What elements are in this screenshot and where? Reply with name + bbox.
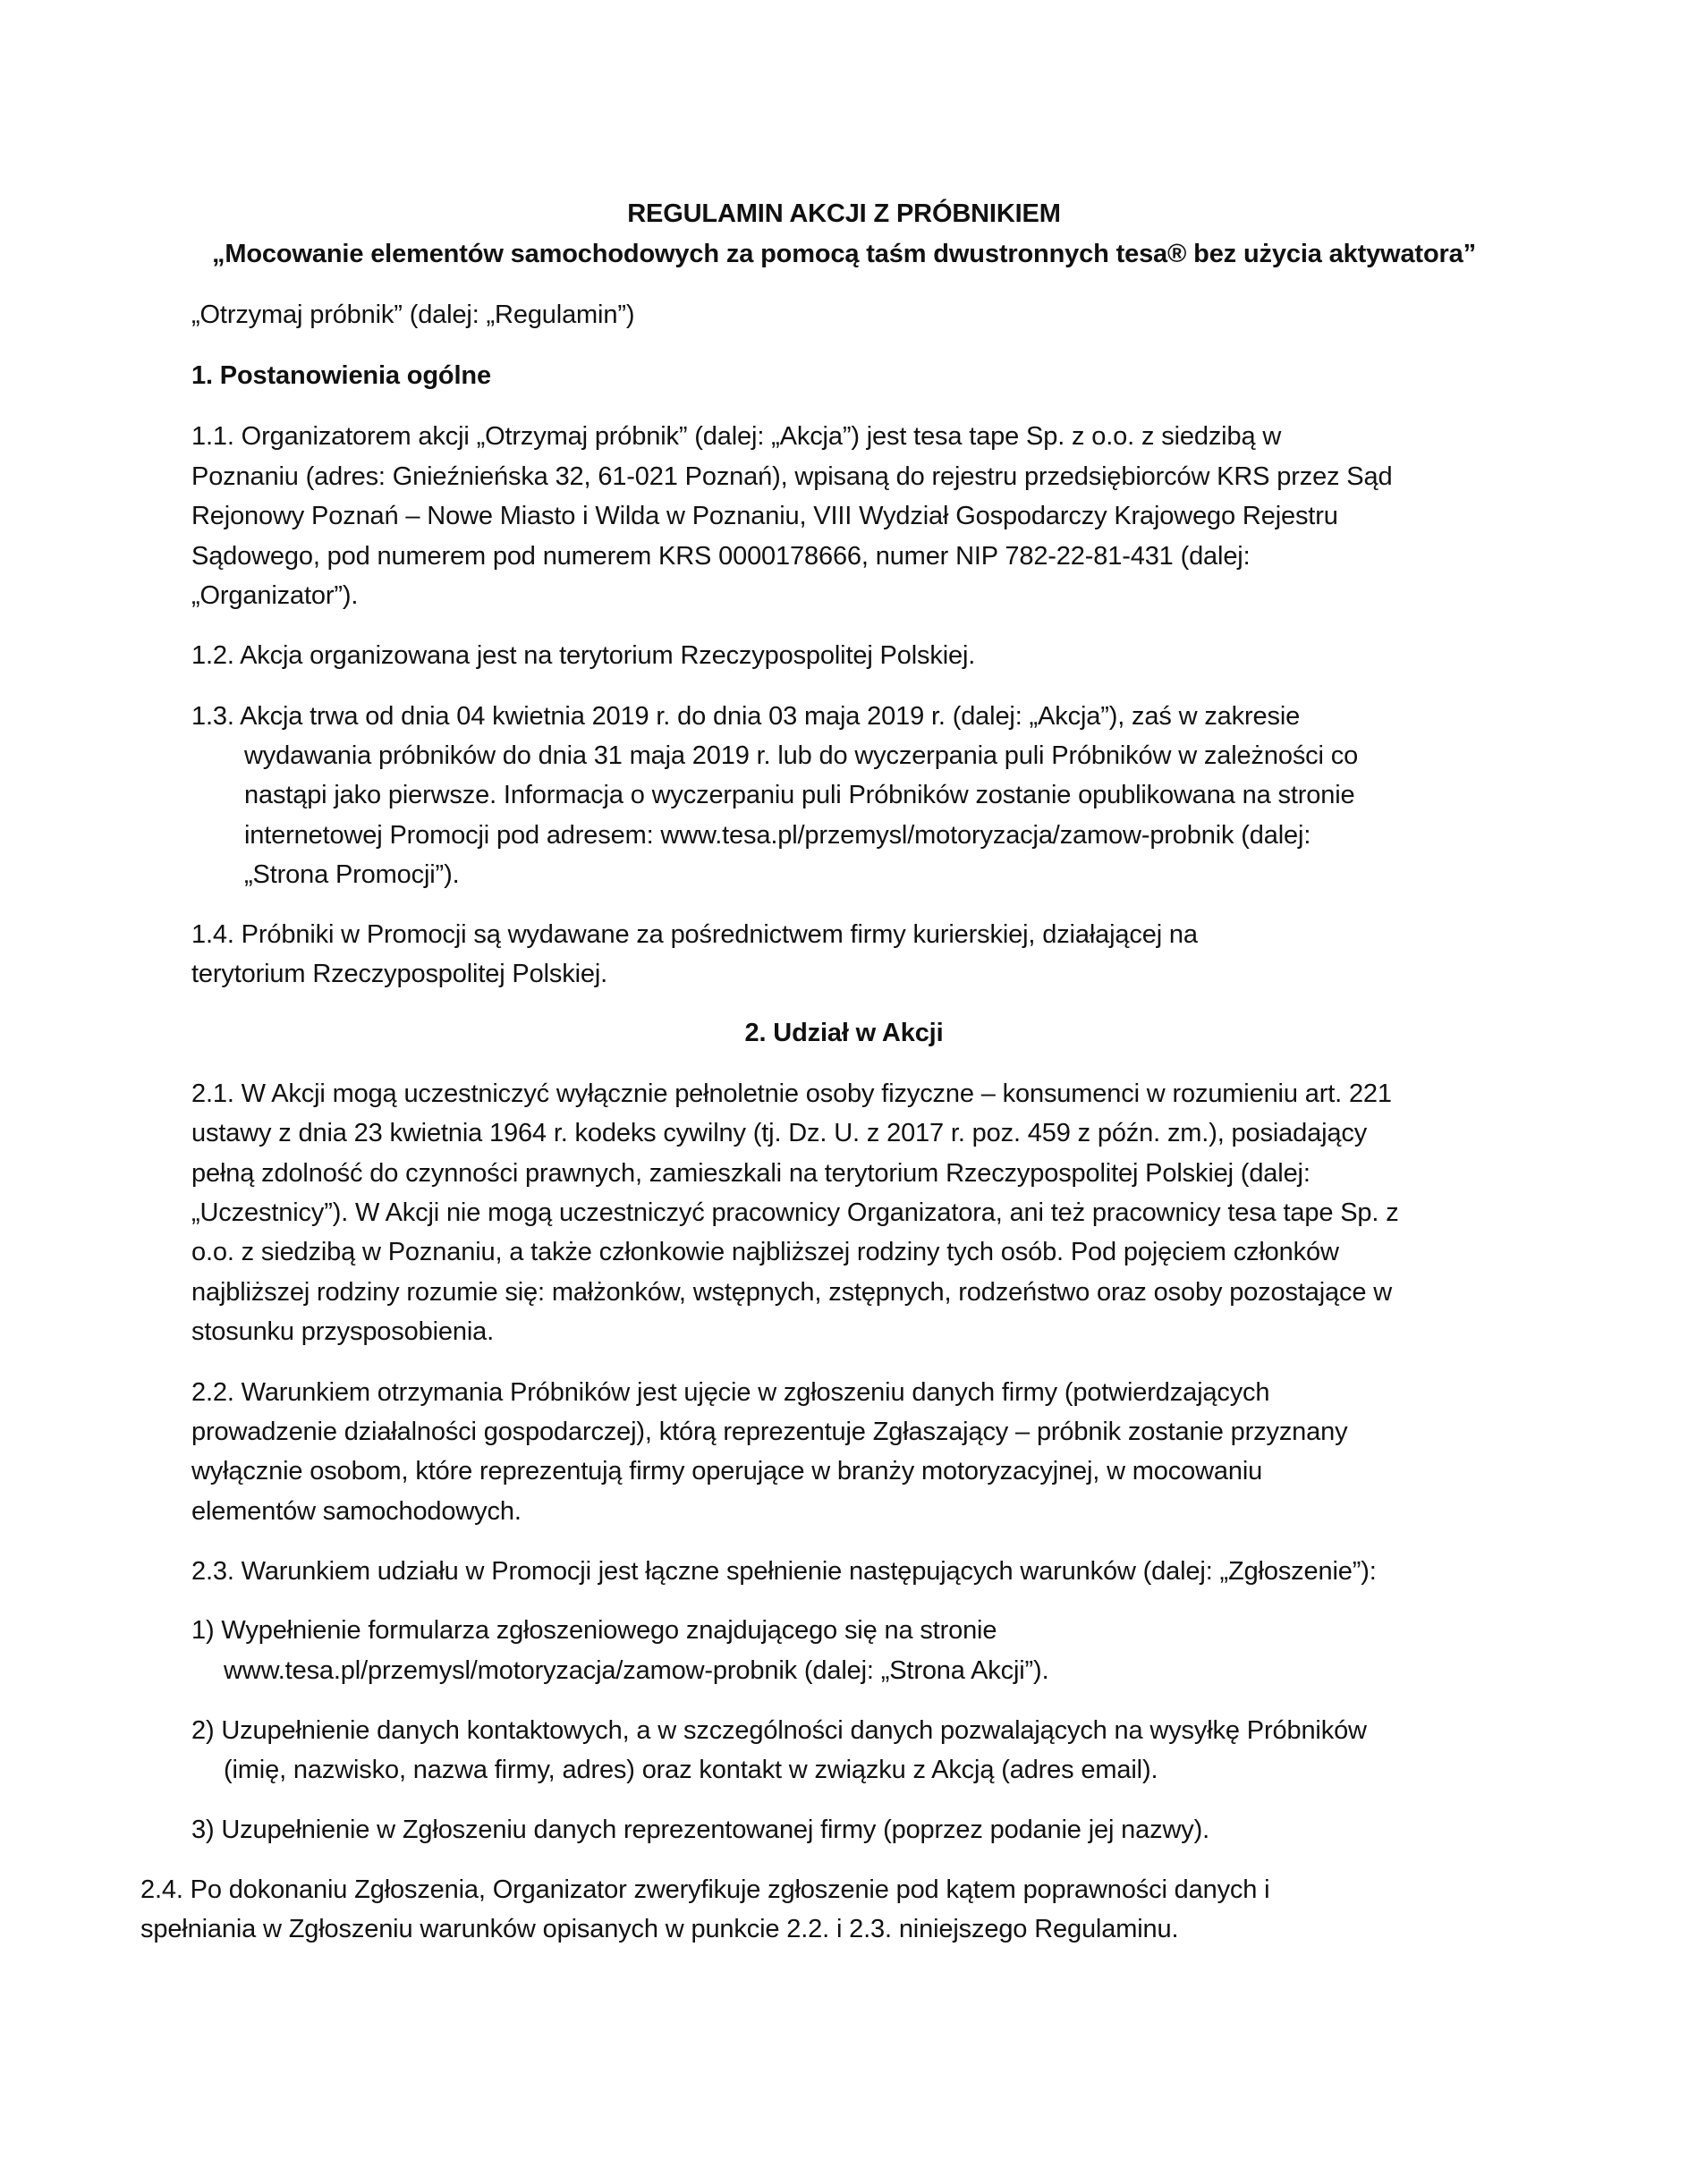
paragraph-1-3-line: wydawania próbników do dnia 31 maja 2019 r. lub do wyczerpania puli Próbników w zależności co [244, 741, 1359, 770]
paragraph-2-2-line: prowadzenie działalności gospodarczej), którą reprezentuje Zgłaszający – próbnik zostanie przyznany [191, 1418, 1348, 1446]
paragraph-1-3-line: internetowej Promocji pod adresem: www.tesa.pl/przemysl/motoryzacja/zamow-probnik (dalej: [244, 821, 1311, 850]
paragraph-2-3: 2.3. Warunkiem udziału w Promocji jest łączne spełnienie następujących warunków (dalej: „Zgłoszenie”): [191, 1557, 1377, 1586]
section-1-heading: 1. Postanowienia ogólne [191, 361, 491, 390]
document-title: REGULAMIN AKCJI Z PRÓBNIKIEM [627, 199, 1061, 228]
paragraph-1-1-line: 1.1. Organizatorem akcji „Otrzymaj próbnik” (dalej: „Akcja”) jest tesa tape Sp. z o.o. z siedzibą w [191, 422, 1282, 451]
list-item-1-line: www.tesa.pl/przemysl/motoryzacja/zamow-probnik (dalej: „Strona Akcji”). [224, 1656, 1049, 1685]
document-intro: „Otrzymaj próbnik” (dalej: „Regulamin”) [191, 301, 635, 329]
list-item-2-line: (imię, nazwisko, nazwa firmy, adres) oraz kontakt w związku z Akcją (adres email). [224, 1756, 1158, 1784]
paragraph-2-1-line: pełną zdolność do czynności prawnych, zamieszkali na terytorium Rzeczypospolitej Polskiej (dalej: [191, 1159, 1311, 1188]
paragraph-1-1-line: Rejonowy Poznań – Nowe Miasto i Wilda w Poznaniu, VIII Wydział Gospodarczy Krajowego Rejestru [191, 502, 1338, 530]
paragraph-1-3-line: nastąpi jako pierwsze. Informacja o wyczerpaniu puli Próbników zostanie opublikowana na stronie [244, 781, 1355, 809]
paragraph-2-1-line: o.o. z siedzibą w Poznaniu, a także członkowie najbliższej rodziny tych osób. Pod pojęciem członków [191, 1238, 1339, 1266]
paragraph-1-2: 1.2. Akcja organizowana jest na terytorium Rzeczypospolitej Polskiej. [191, 641, 976, 670]
paragraph-1-3-line: „Strona Promocji”). [244, 860, 460, 889]
paragraph-1-3-line: 1.3. Akcja trwa od dnia 04 kwietnia 2019 r. do dnia 03 maja 2019 r. (dalej: „Akcja”), zaś w zakresie [191, 702, 1301, 731]
list-item-3: 3) Uzupełnienie w Zgłoszeniu danych reprezentowanej firmy (poprzez podanie jej nazwy). [191, 1816, 1210, 1844]
paragraph-2-1-line: ustawy z dnia 23 kwietnia 1964 r. kodeks cywilny (tj. Dz. U. z 2017 r. poz. 459 z późn. zm.), posiadający [191, 1119, 1368, 1147]
paragraph-2-1-line: 2.1. W Akcji mogą uczestniczyć wyłącznie pełnoletnie osoby fizyczne – konsumenci w rozumieniu art. 221 [191, 1079, 1392, 1108]
paragraph-2-4-line: 2.4. Po dokonaniu Zgłoszenia, Organizator zweryfikuje zgłoszenie pod kątem poprawności danych i [140, 1875, 1270, 1904]
paragraph-2-2-line: 2.2. Warunkiem otrzymania Próbników jest ujęcie w zgłoszeniu danych firmy (potwierdzających [191, 1378, 1270, 1407]
paragraph-2-2-line: elementów samochodowych. [191, 1497, 522, 1526]
paragraph-1-4-line: terytorium Rzeczypospolitej Polskiej. [191, 960, 608, 988]
paragraph-1-1-line: Poznaniu (adres: Gnieźnieńska 32, 61-021 Poznań), wpisaną do rejestru przedsiębiorców KRS przez Sąd [191, 462, 1393, 491]
list-item-2-line: 2) Uzupełnienie danych kontaktowych, a w szczególności danych pozwalających na wysyłkę Próbników [191, 1716, 1367, 1745]
list-item-1-line: 1) Wypełnienie formularza zgłoszeniowego znajdującego się na stronie [191, 1616, 997, 1645]
section-2-heading: 2. Udział w Akcji [744, 1019, 944, 1047]
paragraph-1-1-line: Sądowego, pod numerem pod numerem KRS 0000178666, numer NIP 782-22-81-431 (dalej: [191, 542, 1251, 571]
paragraph-2-1-line: „Uczestnicy”). W Akcji nie mogą uczestniczyć pracownicy Organizatora, ani też pracownicy tesa tape Sp. z [191, 1198, 1399, 1227]
paragraph-1-1-line: „Organizator”). [191, 581, 359, 610]
paragraph-2-4-line: spełniania w Zgłoszeniu warunków opisanych w punkcie 2.2. i 2.3. niniejszego Regulaminu. [140, 1915, 1179, 1943]
paragraph-2-1-line: stosunku przysposobienia. [191, 1317, 495, 1346]
document-subtitle: „Mocowanie elementów samochodowych za pomocą taśm dwustronnych tesa® bez użycia aktywatora” [212, 240, 1476, 268]
paragraph-1-4-line: 1.4. Próbniki w Promocji są wydawane za pośrednictwem firmy kurierskiej, działającej na [191, 920, 1198, 949]
paragraph-2-1-line: najbliższej rodziny rozumie się: małżonków, wstępnych, zstępnych, rodzeństwo oraz osoby pozostające w [191, 1278, 1393, 1307]
paragraph-2-2-line: wyłącznie osobom, które reprezentują firmy operujące w branży motoryzacyjnej, w mocowaniu [191, 1457, 1263, 1486]
